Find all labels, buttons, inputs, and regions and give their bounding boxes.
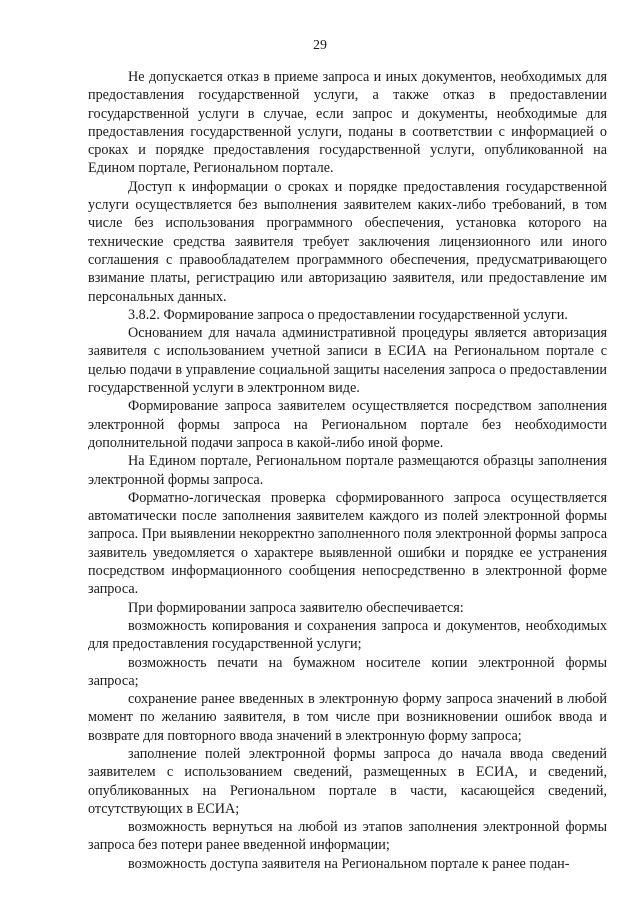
paragraph-refusal-prohibition: Не допускается отказ в приеме запроса и иных документов, необходимых для предоставления государственной услуги, а также отказ в предоставлении государственной услуги в случае, если запрос и документы, необходимые для предоставления государственной услуги, поданы в соответствии с информацией о сроках и порядке предоставления государственной услуги, опубликованной на Едином портале, Региональном портале. bbox=[88, 69, 607, 177]
paragraph-information-access: Доступ к информации о сроках и порядке предоставления государственной услуги осуществляется без выполнения заявителем каких-либо требований, в том числе без использования программного обеспечения, установка которого на технические средства заявителя требует заключения лицензионного или иного соглашения с правообладателем программного обеспечения, предусматривающего взимание платы, регистрацию или авторизацию заявителя, или предоставление им персональных данных. bbox=[88, 178, 607, 305]
paragraph-form-samples: На Едином портале, Региональном портале размещаются образцы заполнения электронной формы запроса. bbox=[88, 453, 607, 488]
list-item-save-values: сохранение ранее введенных в электронную форму запроса значений в любой момент по желанию заявителя, в том числе при возникновении ошибок ввода и возврате для повторного ввода значений в электронную форму запроса; bbox=[88, 691, 607, 744]
paragraph-procedure-basis: Основанием для начала административной процедуры является авторизация заявителя с использованием учетной записи в ЕСИА на Региональном портале с целью подачи в управление социальной защиты населения запроса о предоставлении государственной услуги в электронном виде. bbox=[88, 325, 607, 397]
page-number: 29 bbox=[313, 38, 327, 53]
list-item-prefill: заполнение полей электронной формы запроса до начала ввода сведений заявителем с использованием сведений, размещенных в ЕСИА, и сведений, опубликованных на Региональном портале в части, касающейся сведений, отсутствующих в ЕСИА; bbox=[88, 745, 607, 817]
paragraph-request-formation: Формирование запроса заявителем осуществляется посредством заполнения электронной формы запроса на Региональном портале без необходимости дополнительной подачи запроса в какой-либо иной форме. bbox=[88, 398, 607, 451]
list-item-access-previous: возможность доступа заявителя на Региональном портале к ранее подан- bbox=[128, 855, 570, 872]
list-item-copy-save: возможность копирования и сохранения запроса и документов, необходимых для предоставления государственной услуги; bbox=[88, 617, 607, 653]
section-heading-3-8-2: 3.8.2. Формирование запроса о предоставлении государственной услуги. bbox=[128, 306, 568, 323]
paragraph-provisions-intro: При формировании запроса заявителю обеспечивается: bbox=[128, 599, 464, 616]
list-item-print: возможность печати на бумажном носителе копии электронной формы запроса; bbox=[88, 654, 607, 689]
paragraph-format-check: Форматно-логическая проверка сформированного запроса осуществляется автоматически после заполнения заявителем каждого из полей электронной формы запроса. При выявлении некорректно заполненного поля электронной формы запроса заявитель уведомляется о характере выявленной ошибки и порядке ее устранения посредством информационного сообщения непосредственно в электронной форме запроса. bbox=[88, 489, 607, 598]
document-body bbox=[88, 68, 607, 873]
list-item-return-step: возможность вернуться на любой из этапов заполнения электронной формы запроса без потери ранее введенной информации; bbox=[88, 819, 607, 854]
